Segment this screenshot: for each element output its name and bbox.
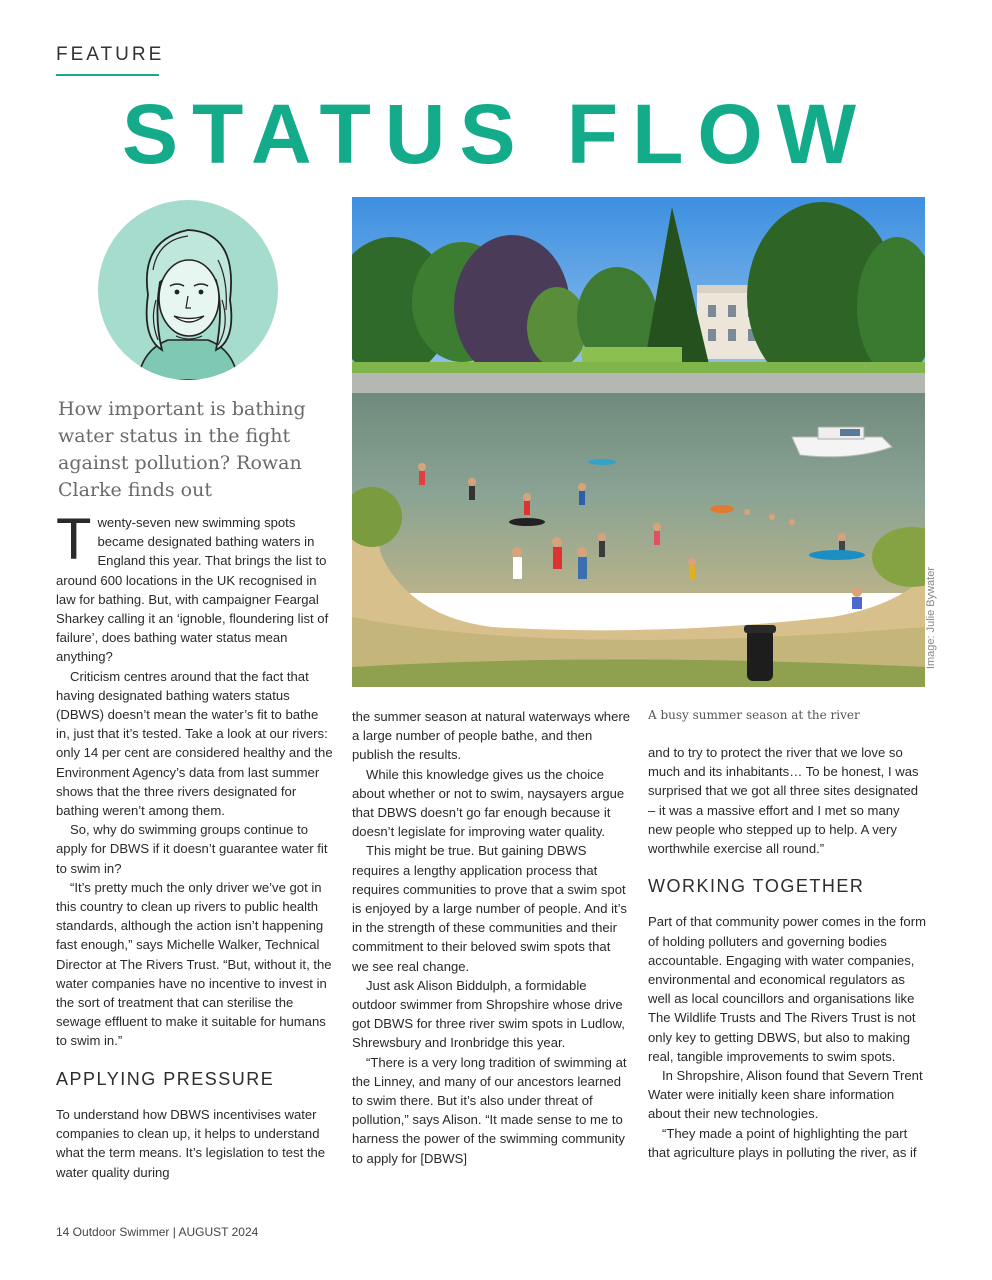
body-paragraph: Criticism centres around that the fact that having designated bathing waters status (DBWS) doesn’t mean the water’s fit to bathe in, just that it’s tested. Take a look at our rivers: only 14 per cent are considered healthy and the Environment Agency’s data from last summer shows that the three rivers designated for bathing weren’t among them.: [56, 668, 333, 819]
author-portrait-illustration: [98, 200, 278, 380]
river-bathing-photo: [352, 197, 925, 687]
body-paragraph: So, why do swimming groups continue to apply for DBWS if it doesn’t guarantee water fit to swim in?: [56, 822, 328, 876]
body-paragraph: “It’s pretty much the only driver we’ve got in this country to clean up rivers to public health standards, although the action isn’t happening fast enough,” says Michelle Walker, Technical Director at The Rivers Trust. “But, without it, the water companies have no incentive to invest in the sort of treatment that can sterilise the sewage effluent to make it suitable for humans to swim in.”: [56, 879, 332, 1049]
page-folio: 14 Outdoor Swimmer | AUGUST 2024: [56, 1225, 259, 1239]
body-paragraph: Just ask Alison Biddulph, a formidable outdoor swimmer from Shropshire whose drive got DBWS for three river swim spots in Ludlow, Shrewsbury and Ironbridge this year.: [352, 977, 625, 1051]
section-underline: [56, 74, 159, 76]
body-paragraph: To understand how DBWS incentivises water companies to clean up, it helps to understand what the term means. It’s legislation to test the water quality during: [56, 1106, 326, 1180]
standfirst: How important is bathing water status in the fight against pollution? Rowan Clarke finds out: [58, 398, 306, 501]
body-column-3: [648, 743, 926, 1162]
body-paragraph: Part of that community power comes in the form of holding polluters and governing bodies accountable. Engaging with water companies, environmental and economical regulators as well as local councillors and organisations like The Wildlife Trusts and The Rivers Trust is not only key to getting DBWS, but also to making real, tangible improvements to swim spots.: [648, 914, 926, 1064]
body-paragraph: the summer season at natural waterways where a large number of people bathe, and then publish the results.: [352, 709, 631, 763]
body-paragraph: In Shropshire, Alison found that Severn Trent Water were initially keen share information about their new technologies.: [648, 1068, 923, 1122]
photo-credit: Image: Julie Bywater: [925, 567, 937, 670]
body-paragraph: This might be true. But gaining DBWS requires a lengthy application process that requires communities to prove that a swim spot is enjoyed by a large number of people. And it’s in the strength of these communities and their commitment to their beloved swim spots that we see real change.: [352, 843, 627, 974]
body-paragraph: “There is a very long tradition of swimming at the Linney, and many of our ancestors learned to swim there. But it’s also under threat of pollution,” says Alison. “It made sense to me to harness the power of the swimming community to apply for [DBWS]: [352, 1054, 627, 1166]
photo-caption: A busy summer season at the river: [648, 708, 860, 722]
subheading: WORKING TOGETHER: [648, 876, 865, 897]
subheading: APPLYING PRESSURE: [56, 1068, 275, 1089]
body-paragraph: “They made a point of highlighting the part that agriculture plays in polluting the river, as if: [648, 1125, 917, 1160]
headline: STATUS FLOW: [121, 87, 871, 181]
body-text: wenty-seven new swimming spots became designated bathing waters in England this year. That brings the list to around 600 locations in the UK recognised in law for bathing. But, with campaigner Feargal Sharkey calling it an ‘ignoble, floundering list of failure’, does bathing water status mean anything?: [56, 515, 329, 665]
body-paragraph: While this knowledge gives us the choice about whether or not to swim, naysayers argue that DBWS doesn’t go far enough because it doesn’t legislate for improving water quality.: [352, 766, 625, 840]
body-column-2: [352, 707, 630, 1168]
body-paragraph: and to try to protect the river that we love so much and its inhabitants… To be honest, I was surprised that we got all three sites designated – it was a massive effort and I met so many new people who stepped up to help. A very worthwhile exercise all round.”: [648, 745, 919, 857]
body-paragraph: [56, 507, 334, 667]
drop-cap: T: [56, 507, 92, 572]
section-label: FEATURE: [56, 44, 165, 65]
body-column-1: [56, 507, 334, 1182]
